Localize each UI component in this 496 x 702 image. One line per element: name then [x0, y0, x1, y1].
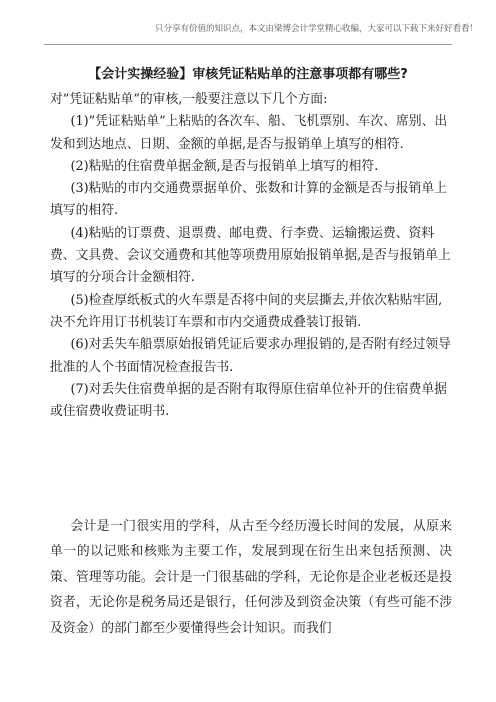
- header-divider: [44, 44, 452, 45]
- intro-paragraph: 对”凭证粘贴单”的审核,一般要注意以下几个方面:: [50, 92, 328, 107]
- list-item: (4)粘贴的订票费、退票费、邮电费、行李费、运输搬运费、资料费、文具费、会议交通费和其他等项费用原始报销单据,是否与报销单上填写的分项合计金额相符.: [50, 225, 451, 286]
- list-item: (5)检查厚纸板式的火车票是否将中间的夹层撕去,并依次粘贴牢固,决不允许用订书机装订车票和市内交通费成叠装订报销.: [50, 292, 443, 330]
- header-note: 只分享有价值的知识点，本文由梁博会计学堂精心收编，大家可以下载下来好好看看！: [154, 24, 478, 34]
- page-title: 【会计实操经验】审核凭证粘贴单的注意事项都有哪些?: [88, 67, 408, 82]
- list-item: (3)粘贴的市内交通费票据单价、张数和计算的金额是否与报销单上填写的相符.: [50, 181, 447, 219]
- list-item: (6)对丢失车船票原始报销凭证后要求办理报销的,是否附有经过领导批准的人个书面情况检查报告书.: [50, 337, 451, 375]
- closing-paragraph: 会计是一门很实用的学科，从古至今经历漫长时间的发展，从原来单一的以记账和核账为主要工作，发展到现在衍生出来包括预测、决策、管理等功能。会计是一门很基础的学科，无论你是企业老板还是投资者，无论你是税务局还是银行，任何涉及到资金决策（有些可能不涉及资金）的部门都至少要懂得些会计知识。而我们: [50, 519, 452, 636]
- closing-section: [50, 514, 452, 641]
- article-body: [50, 89, 452, 423]
- list-item: (7)对丢失住宿费单据的是否附有取得原住宿单位补开的住宿费单据或住宿费收费证明书.: [50, 381, 447, 420]
- list-item: (2)粘贴的住宿费单据金额,是否与报销单上填写的相符.: [70, 158, 379, 174]
- list-item: (1)”凭证粘贴单”上粘贴的各次车、船、飞机票别、车次、席别、出发和到达地点、日期、金额的单据,是否与报销单上填写的相符.: [50, 114, 448, 152]
